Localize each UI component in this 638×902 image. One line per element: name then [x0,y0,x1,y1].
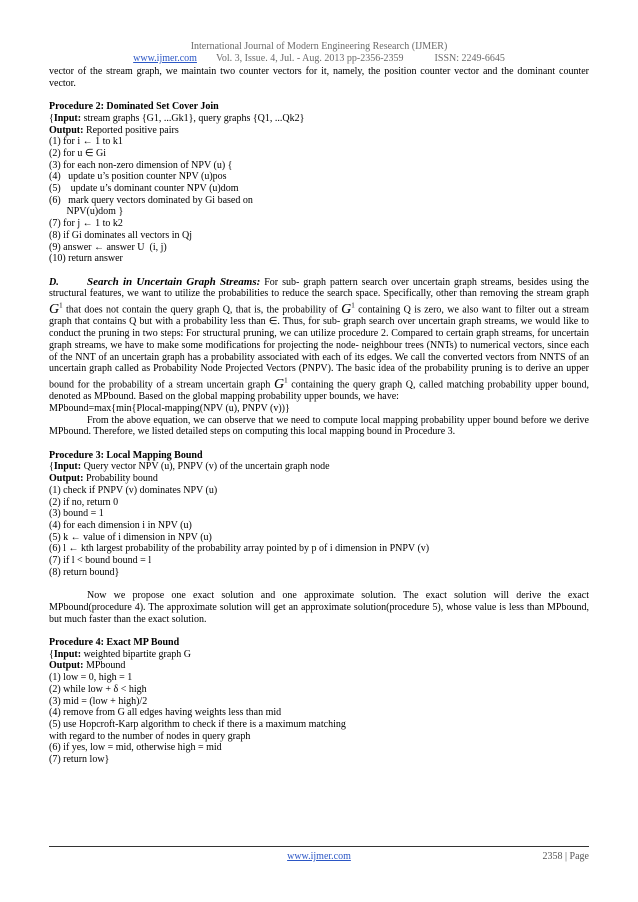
code-line: (2) while low + δ < high [49,683,147,695]
procedure-4 [49,637,589,766]
code-line: (4) for each dimension i in NPV (u) [49,519,192,531]
code-line: NPV(u)dom } [49,206,124,218]
procedure-2-input: {Input: stream graphs {G1, ...Gk1}, query graphs {Q1, ...Qk2} [49,112,305,124]
solutions-paragraph: Now we propose one exact solution and one approximate solution. The exact solution will derive the exact MPbound(procedure 4). The approximate solution will get an approximate solution(procedure 5), whose value is less than MPbound, but much faster than the exact solution. [49,590,589,625]
journal-site-link[interactable]: www.ijmer.com [133,53,197,64]
page-number: 2358 | Page [542,851,589,862]
code-line: (5) update u’s dominant counter NPV (u)dom [49,183,239,195]
code-line: (7) if l < bound bound = l [49,555,152,567]
code-line: (1) low = 0, high = 1 [49,672,133,684]
section-d [49,277,589,438]
code-line: (3) bound = 1 [49,508,104,520]
footer-site-link[interactable]: www.ijmer.com [287,851,351,862]
page-body [49,66,589,766]
section-letter: D. [49,276,59,288]
code-line: (6) if yes, low = mid, otherwise high = mid [49,742,222,754]
procedure-2-lines [49,136,589,265]
procedure-3-title: Procedure 3: Local Mapping Bound [49,449,203,461]
journal-title: International Journal of Modern Engineering Research (IJMER) [190,41,448,52]
code-line: (2) if no, return 0 [49,496,119,508]
procedure-2-output: Output: Reported positive pairs [49,124,179,136]
procedure-3 [49,450,589,579]
procedure-4-output: Output: MPbound [49,660,126,672]
code-line: (8) if Gi dominates all vectors in Qj [49,229,193,241]
code-line: (1) for i ← 1 to k1 [49,136,123,148]
graph-symbol: $G^1$ [49,301,63,317]
footer-divider [49,846,589,847]
journal-volume: Vol. 3, Issue. 4, Jul. - Aug. 2013 pp-2356-2359 [215,53,404,64]
procedure-2-title: Procedure 2: Dominated Set Cover Join [49,101,219,113]
code-line: (8) return bound} [49,566,120,578]
graph-symbol: $G^1$ [273,375,288,392]
journal-issn: ISSN: 2249-6645 [434,53,505,64]
code-line: (4) remove from G all edges having weights less than mid [49,707,282,719]
code-line: (5) use Hopcroft-Karp algorithm to check if there is a maximum matching [49,718,346,730]
code-line: (10) return answer [49,253,123,265]
graph-symbol: $G^1$ [341,301,355,317]
code-line: with regard to the number of nodes in query graph [49,730,251,742]
section-d-paragraph-2: From the above equation, we can observe that we need to compute local mapping probability upper bound before we derive MPbound. Therefore, we listed detailed steps on computing this local mapping bound in Procedure 3. [49,414,589,438]
mpbound-equation: MPbound=max{min{Plocal-mapping(NPV (u), PNPV (v))} [49,402,290,414]
code-line: (9) answer ← answer U (i, j) [49,241,167,253]
section-d-paragraph: D. Search in Uncertain Graph Streams: For sub- graph pattern search over uncertain graph streams, besides using the structural features, we want to utilize the probabilities to reduce the search space. Specifically, other than removing the stream graph $G^1$ that does not contain the query graph Q, that is, the probability of $G^1$ containing Q is zero, we also want to filter out a stream graph that contains Q but with a probability less than ∈. Thus, for sub- graph search over uncertain graph streams, we would like to conduct the pruning in two steps: For structural pruning, we can utilize procedure 2. Compared to certain graph streams, for uncertain graph streams, we have to make some modifications for projecting the node- neighbour trees (NNTs) to numerical vectors, since each of the NNT of an uncertain graph has a probability associated with each of its edges. We call the converted vectors from NNTS of an uncertain graph called as Probability Node Projected Vectors (PNPV). The basic idea of the probability pruning is to derive an upper bound for the probability of a stream uncertain graph $G^1$ containing the query graph Q, called matching probability upper bound, denoted as MPbound. Based on the global mapping probability upper bounds, we have: [49,275,590,403]
procedure-4-input: {Input: weighted bipartite graph G [49,648,192,660]
code-line: (4) update u’s position counter NPV (u)pos [49,171,227,183]
code-line: (3) mid = (low + high)/2 [49,695,148,707]
procedure-3-output: Output: Probability bound [49,473,158,485]
code-line: (7) return low} [49,754,110,766]
code-line: (7) for j ← 1 to k2 [49,218,123,230]
journal-meta [0,53,638,64]
intro-paragraph: vector of the stream graph, we maintain two counter vectors for it, namely, the position counter vector and the dominant counter vector. [49,66,589,89]
code-line: (5) k ← value of i dimension in NPV (u) [49,531,212,543]
code-line: (3) for each non-zero dimension of NPV (u) { [49,159,233,171]
code-line: (1) check if PNPV (v) dominates NPV (u) [49,484,218,496]
code-line: (6) mark query vectors dominated by Gi based on [49,194,253,206]
procedure-3-input: {Input: Query vector NPV (u), PNPV (v) of the uncertain graph node [49,461,330,473]
code-line: (2) for u ∈ Gi [49,147,107,159]
procedure-4-title: Procedure 4: Exact MP Bound [49,636,180,648]
procedure-2 [49,101,589,265]
code-line: (6) l ← kth largest probability of the probability array pointed by p of i dimension in PNPV (v) [49,543,430,555]
section-title: Search in Uncertain Graph Streams: [87,275,261,288]
